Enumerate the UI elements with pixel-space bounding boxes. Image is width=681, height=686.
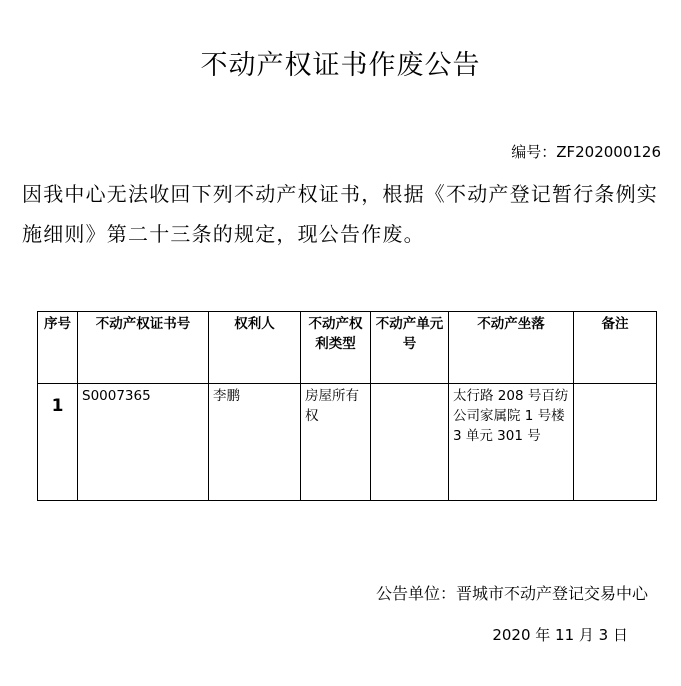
notice-body-text: 因我中心无法收回下列不动产权证书，根据《不动产登记暂行条例实施细则》第二十三条的规定，现公告作废。 xyxy=(22,182,658,246)
header-unit-no: 不动产单元号 xyxy=(371,312,449,384)
cell-remark xyxy=(574,384,657,501)
cell-cert-no: S0007365 xyxy=(78,384,209,501)
table-row xyxy=(38,384,657,501)
certificate-table xyxy=(37,311,657,501)
header-remark: 备注 xyxy=(574,312,657,384)
header-holder: 权利人 xyxy=(209,312,301,384)
header-cert-no: 不动产权证书号 xyxy=(78,312,209,384)
cell-location: 太行路 208 号百纺公司家属院 1 号楼 3 单元 301 号 xyxy=(449,384,574,501)
cell-holder: 李鹏 xyxy=(209,384,301,501)
header-seq: 序号 xyxy=(38,312,78,384)
notice-unit: 公告单位：晋城市不动产登记交易中心 xyxy=(375,584,648,603)
cell-right-type: 房屋所有权 xyxy=(301,384,371,501)
cell-unit-no xyxy=(371,384,449,501)
cell-seq: 1 xyxy=(38,384,78,501)
header-location: 不动产坐落 xyxy=(449,312,574,384)
notice-date: 2020 年 11 月 3 日 xyxy=(492,626,628,644)
document-number: 编号：ZF202000126 xyxy=(511,143,661,161)
header-right-type: 不动产权利类型 xyxy=(301,312,371,384)
table-header-row xyxy=(38,312,657,384)
document-title: 不动产权证书作废公告 xyxy=(200,50,481,81)
